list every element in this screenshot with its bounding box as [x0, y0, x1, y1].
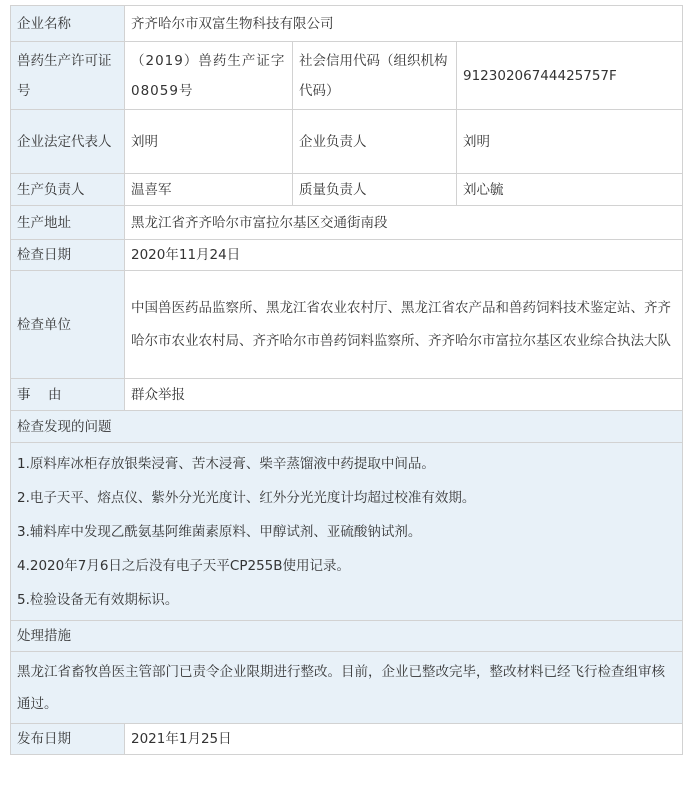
legal-rep-value: 刘明	[125, 110, 293, 174]
reason-label: 事 由	[11, 379, 125, 411]
row-findings-heading	[11, 411, 683, 443]
finding-item-2: 2.电子天平、熔点仪、紫外分光光度计、红外分光光度计均超过校准有效期。	[17, 489, 476, 506]
company-name-label: 企业名称	[11, 6, 125, 42]
row-inspection-unit	[11, 271, 683, 379]
row-publish-date	[11, 724, 683, 755]
production-head-label: 生产负责人	[11, 174, 125, 206]
row-heads	[11, 174, 683, 206]
row-company-name	[11, 6, 683, 42]
finding-item-5: 5.检验设备无有效期标识。	[17, 591, 179, 608]
credit-code-label: 社会信用代码（组织机构代码）	[293, 42, 457, 110]
finding-item-4: 4.2020年7月6日之后没有电子天平CP255B使用记录。	[17, 557, 351, 574]
credit-code-value: 91230206744425757F	[457, 42, 683, 110]
publish-date-value: 2021年1月25日	[125, 724, 683, 755]
inspection-unit-value: 中国兽医药品监察所、黑龙江省农业农村厅、黑龙江省农产品和兽药饲料技术鉴定站、齐齐哈尔市农业农村局、齐齐哈尔市兽药饲料监察所、齐齐哈尔市富拉尔基区农业综合执法大队	[125, 271, 683, 379]
production-head-value: 温喜军	[125, 174, 293, 206]
row-measures-text	[11, 652, 683, 724]
row-inspection-date	[11, 240, 683, 271]
reason-value: 群众举报	[125, 379, 683, 411]
findings-heading: 检查发现的问题	[11, 411, 683, 443]
measures-heading: 处理措施	[11, 621, 683, 652]
address-label: 生产地址	[11, 206, 125, 240]
address-value: 黑龙江省齐齐哈尔市富拉尔基区交通街南段	[125, 206, 683, 240]
inspection-date-label: 检查日期	[11, 240, 125, 271]
row-measures-heading	[11, 621, 683, 652]
license-value: （2019）兽药生产证字08059号	[125, 42, 293, 110]
quality-head-value: 刘心毓	[457, 174, 683, 206]
publish-date-label: 发布日期	[11, 724, 125, 755]
inspection-date-value: 2020年11月24日	[125, 240, 683, 271]
row-findings-list	[11, 443, 683, 621]
company-head-label: 企业负责人	[293, 110, 457, 174]
row-reason	[11, 379, 683, 411]
company-head-value: 刘明	[457, 110, 683, 174]
findings-list	[11, 443, 683, 621]
quality-head-label: 质量负责人	[293, 174, 457, 206]
finding-item-3: 3.辅料库中发现乙酰氨基阿维菌素原料、甲醇试剂、亚硫酸钠试剂。	[17, 523, 422, 540]
row-license	[11, 42, 683, 110]
company-name-value: 齐齐哈尔市双富生物科技有限公司	[125, 6, 683, 42]
measures-text: 黑龙江省畜牧兽医主管部门已责令企业限期进行整改。目前，企业已整改完毕，整改材料已经飞行检查组审核通过。	[11, 652, 683, 724]
inspection-record-table	[10, 5, 683, 755]
inspection-unit-label: 检查单位	[11, 271, 125, 379]
legal-rep-label: 企业法定代表人	[11, 110, 125, 174]
row-address	[11, 206, 683, 240]
license-label: 兽药生产许可证号	[11, 42, 125, 110]
row-legal-rep	[11, 110, 683, 174]
finding-item-1: 1.原料库冰柜存放银柴浸膏、苦木浸膏、柴辛蒸馏液中药提取中间品。	[17, 455, 435, 472]
